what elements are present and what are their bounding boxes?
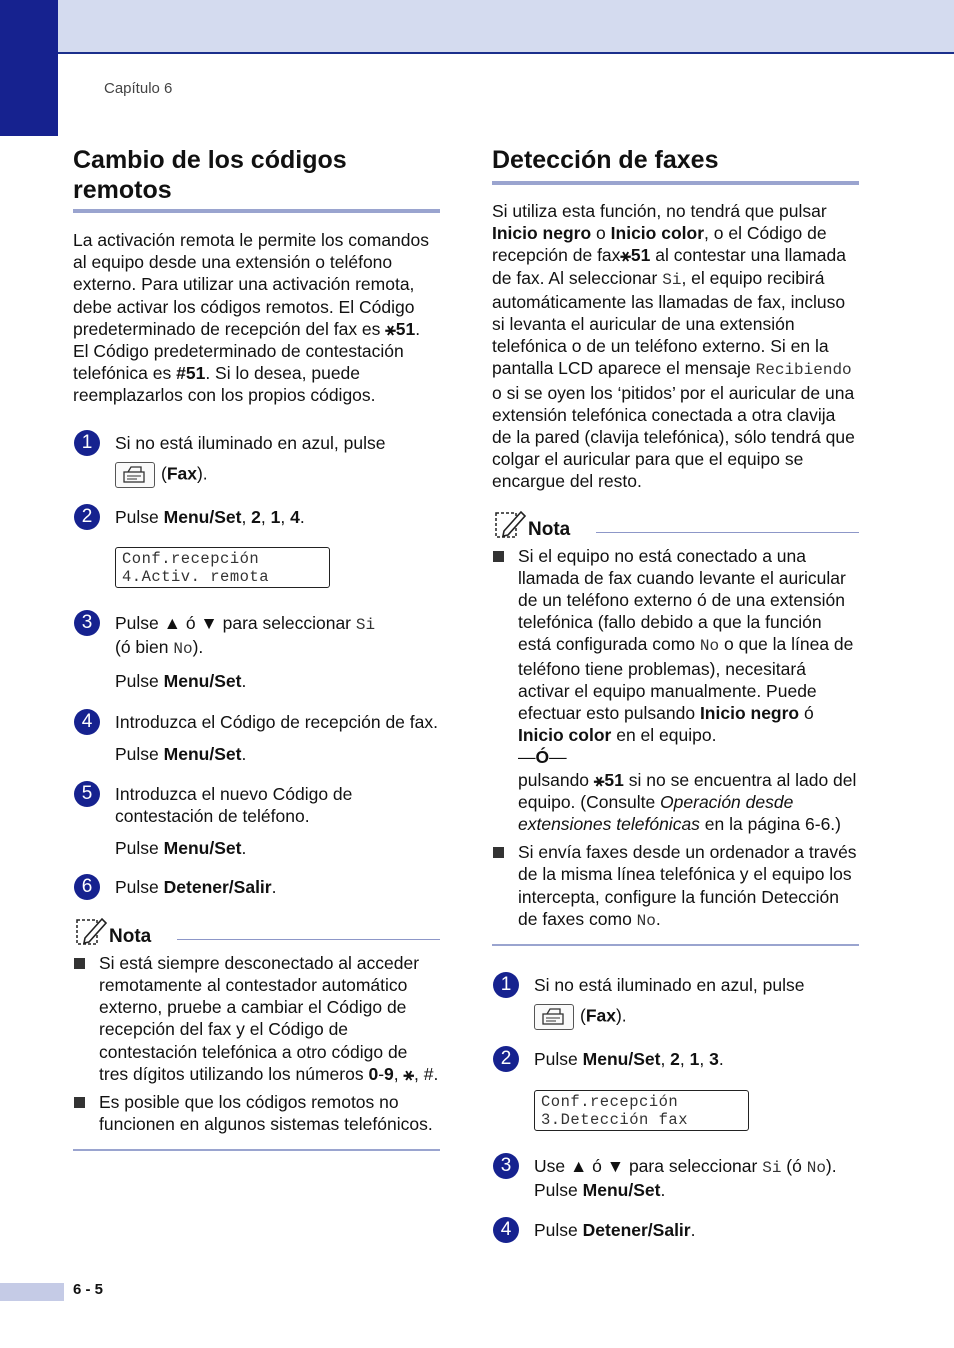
note-bullet: Si está siempre desconectado al acceder remotamente al contestador automático externo, pruebe a cambiar el Código de recepción del fax y el Código de contestación telefónica a otro código de tres dígitos utilizando los números 0-9, ⚹, #. <box>73 952 440 1085</box>
pencil-note-icon <box>494 509 526 541</box>
right-note <box>492 515 859 946</box>
left-step-5: 5 Introduzca el nuevo Código de contestación de teléfono. Pulse Menu/Set. <box>73 783 440 860</box>
right-step-1: 1 Si no está iluminado en azul, pulse (Fax). <box>492 974 859 1030</box>
lcd-display: Conf.recepción 4.Activ. remota <box>115 547 330 588</box>
right-column <box>492 145 859 1241</box>
right-step-3: 3 Use ▲ ó ▼ para seleccionar Si (ó No). Pulse Menu/Set. <box>492 1155 859 1201</box>
note-title: Nota <box>528 518 571 540</box>
star-icon: ⚹ <box>385 318 396 339</box>
left-step-2: 2 Pulse Menu/Set, 2, 1, 4. <box>73 506 440 528</box>
fax-button-icon[interactable] <box>534 1004 574 1030</box>
top-band <box>0 0 954 54</box>
right-step-4: 4 Pulse Detener/Salir. <box>492 1219 859 1241</box>
fax-button-icon[interactable] <box>115 462 155 488</box>
note-bullet: Si envía faxes desde un ordenador a través de la misma línea telefónica y el equipo los intercepta, configure la función Detección de faxes como No. <box>492 841 859 932</box>
left-step-4: 4 Introduzca el Código de recepción de fax. Pulse Menu/Set. <box>73 711 440 765</box>
lcd-display: Conf.recepción 3.Detección fax <box>534 1090 749 1131</box>
left-heading: Cambio de los códigos remotos <box>73 145 440 213</box>
left-step-6: 6 Pulse Detener/Salir. <box>73 876 440 898</box>
left-step-3: 3 Pulse ▲ ó ▼ para seleccionar Si (ó bien No). Pulse Menu/Set. <box>73 612 440 693</box>
chapter-label: Capítulo 6 <box>104 80 173 97</box>
left-intro: La activación remota le permite los comandos al equipo desde una extensión o teléfono externo. Para utilizar una activación remota, debe activar los códigos remotos. El Código predeterminado de recepción del fax es ⚹51. El Código predeterminado de contestación telefónica es #51. Si lo desea, puede reemplazarlos con los propios códigos. <box>73 230 430 406</box>
pencil-note-icon <box>75 916 107 948</box>
right-intro: Si utiliza esta función, no tendrá que pulsar Inicio negro o Inicio color, o el Código de recepción de fax⚹51 al contestar una llamada de fax. Al seleccionar Si, el equipo recibirá automáticamente las llamadas de fax, incluso si levanta el auricular de una extensión telefónica o de un teléfono externo. Si en la pantalla LCD aparece el mensaje Recibiendo o si se oyen los ‘pitidos’ por el auricular de una extensión telefónica conectada a otra clavija de la pared (clavija telefónica), sólo tendrá que colgar el auricular para que el equipo se encargue del resto. <box>492 201 855 492</box>
footer-bar <box>0 1283 64 1301</box>
left-step-1: 1 Si no está iluminado en azul, pulse (Fax). <box>73 432 440 488</box>
right-step-2: 2 Pulse Menu/Set, 2, 1, 3. <box>492 1048 859 1070</box>
note-bullet: Si el equipo no está conectado a una llamada de fax cuando levante el auricular de un teléfono externo ó de una extensión telefónica (fallo debido a que la función está configurada como No o que la línea de teléfono tiene problemas), necesitará activar el equipo manualmente. Puede efectuar esto pulsando Inicio negro ó Inicio color en el equipo. —Ó— pulsando ⚹51 si no se encuentra al lado del equipo. (Consulte Operación desde extensiones telefónicas en la página 6-6.) <box>492 545 859 836</box>
chapter-tab <box>0 0 58 136</box>
right-heading: Detección de faxes <box>492 145 859 185</box>
left-note <box>73 922 440 1152</box>
note-title: Nota <box>109 925 152 947</box>
left-column <box>73 145 440 1151</box>
page-number: 6 - 5 <box>73 1281 104 1298</box>
note-bullet: Es posible que los códigos remotos no funcionen en algunos sistemas telefónicos. <box>73 1091 440 1135</box>
